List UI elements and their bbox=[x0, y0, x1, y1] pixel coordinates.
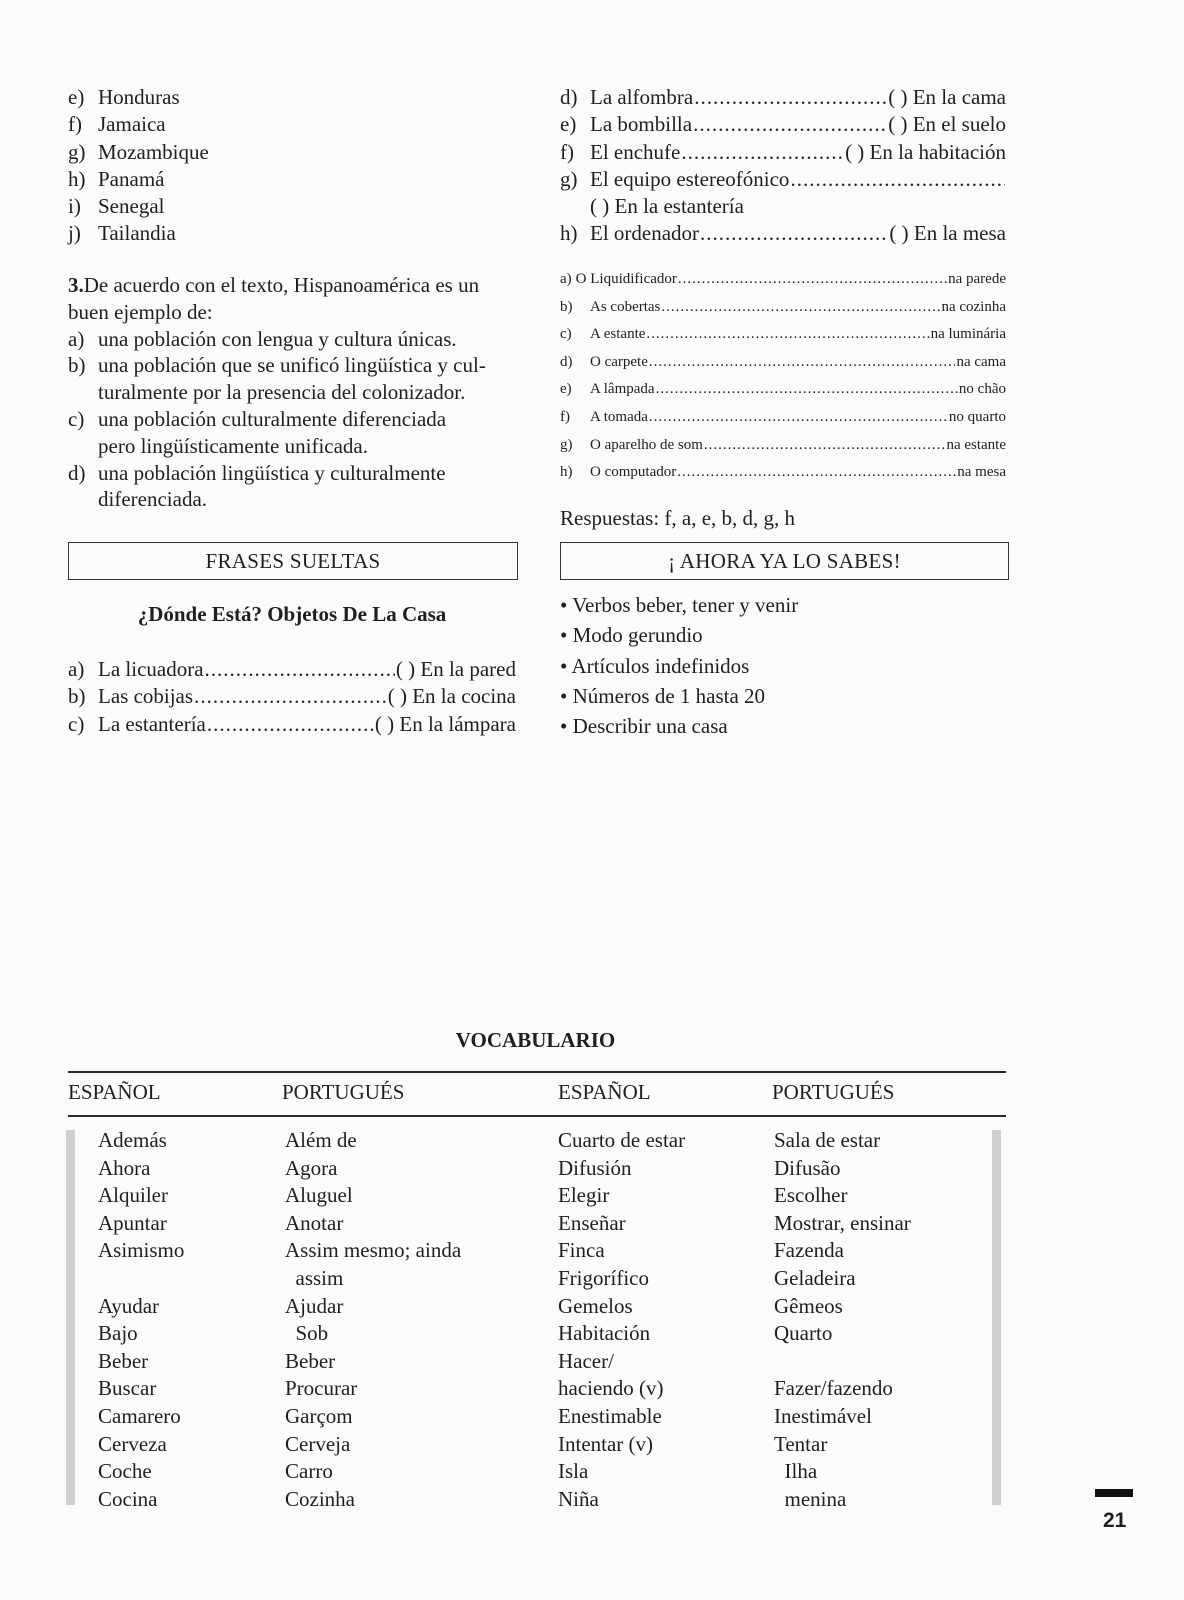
vocab-word: Difusão bbox=[774, 1155, 841, 1180]
objeto-item: La bombilla bbox=[590, 112, 693, 137]
vocab-word: Ayudar bbox=[98, 1293, 160, 1318]
dot-leader bbox=[681, 139, 844, 166]
vocab-header-3: ESPAÑOL bbox=[558, 1080, 651, 1104]
dot-leader bbox=[677, 459, 956, 487]
pt-label: d) bbox=[560, 353, 573, 370]
option-label: a) bbox=[68, 326, 85, 351]
dot-leader bbox=[207, 711, 374, 738]
objeto-item: La estantería bbox=[98, 711, 206, 736]
respuestas bbox=[560, 506, 795, 531]
pt-label: a) bbox=[560, 271, 572, 287]
vocab-word: Inestimável bbox=[774, 1403, 872, 1428]
vocab-title bbox=[68, 1028, 1003, 1053]
pt-place: no quarto bbox=[948, 408, 1006, 425]
vocab-word: Finca bbox=[558, 1238, 605, 1263]
question-3 bbox=[68, 272, 513, 513]
donde-esta-heading-text: ¿Dónde Está? Objetos De La Casa bbox=[137, 602, 447, 626]
country-name: Honduras bbox=[98, 85, 180, 109]
objeto-answer: ( ) En la mesa bbox=[889, 221, 1006, 246]
item-label: j) bbox=[68, 221, 81, 246]
ahora-item: • Describir una casa bbox=[560, 714, 728, 739]
vocab-word bbox=[98, 1265, 184, 1293]
donde-esta-heading bbox=[68, 602, 516, 627]
vocab-word: Procurar bbox=[285, 1376, 358, 1401]
ahora-item: • Verbos beber, tener y venir bbox=[560, 593, 799, 617]
vocab-word: assim bbox=[285, 1265, 344, 1290]
vocab-word: Cozinha bbox=[285, 1486, 355, 1511]
portuguese-list bbox=[560, 266, 1006, 487]
objeto-answer: ( ) En el suelo bbox=[888, 112, 1006, 137]
respuestas-text: Respuestas: f, a, e, b, d, g, h bbox=[560, 506, 796, 530]
vocab-word: Geladeira bbox=[774, 1265, 856, 1290]
objeto-label: h) bbox=[560, 221, 578, 246]
question-number: 3. bbox=[68, 273, 84, 297]
item-label: i) bbox=[68, 194, 81, 219]
vocab-word: Bajo bbox=[98, 1321, 138, 1346]
portuguese-row bbox=[560, 349, 1006, 377]
vocab-word: Fazer/fazendo bbox=[774, 1376, 893, 1401]
vocab-word: Niña bbox=[558, 1486, 599, 1511]
pt-label: b) bbox=[560, 298, 573, 315]
pt-place: na luminária bbox=[930, 326, 1006, 343]
option-item bbox=[68, 460, 513, 487]
vocab-word: Enseñar bbox=[558, 1210, 626, 1235]
question-stem: De acuerdo con el texto, Hispanoamérica es un bbox=[83, 273, 480, 297]
country-item bbox=[68, 166, 508, 193]
option-item bbox=[68, 352, 513, 379]
page-number-bar bbox=[1095, 1489, 1133, 1497]
objeto-row bbox=[560, 139, 1006, 166]
vocab-word: Tentar bbox=[774, 1431, 828, 1456]
pt-place: na cozinha bbox=[941, 298, 1006, 315]
pt-item: A estante bbox=[590, 326, 646, 343]
vocab-word: Ajudar bbox=[285, 1293, 344, 1318]
option-text: una población que se unificó lingüística y cul- bbox=[98, 353, 486, 378]
item-label: h) bbox=[68, 166, 86, 191]
dot-leader bbox=[646, 321, 929, 349]
option-text: una población lingüística y culturalmente bbox=[98, 460, 446, 485]
country-item bbox=[68, 220, 508, 247]
objeto-item: La alfombra bbox=[590, 85, 694, 109]
option-label: c) bbox=[68, 406, 85, 431]
dot-leader bbox=[194, 683, 387, 710]
pt-place: na mesa bbox=[957, 464, 1006, 481]
vocab-word: Cerveza bbox=[98, 1431, 167, 1456]
vocab-word: Habitación bbox=[558, 1321, 651, 1346]
vocab-word: Fazenda bbox=[774, 1238, 844, 1263]
vocab-word: Anotar bbox=[285, 1210, 344, 1235]
vocab-word: Sala de estar bbox=[774, 1128, 881, 1152]
pt-label: e) bbox=[560, 381, 572, 398]
vocab-word: Difusión bbox=[558, 1155, 632, 1180]
dot-leader bbox=[649, 349, 956, 377]
pt-place: no chão bbox=[958, 381, 1006, 398]
option-item bbox=[68, 326, 513, 353]
portuguese-row bbox=[560, 376, 1006, 404]
pt-label: h) bbox=[560, 464, 573, 481]
vocab-word: Cerveja bbox=[285, 1431, 351, 1456]
frases-sueltas-box bbox=[68, 542, 518, 580]
vocab-left-shade bbox=[66, 1130, 75, 1505]
dot-leader bbox=[205, 656, 395, 683]
pt-item: O Liquidificador bbox=[575, 271, 677, 287]
objeto-answer: ( ) En la lámpara bbox=[374, 711, 516, 736]
objeto-item: La licuadora bbox=[98, 657, 204, 681]
portuguese-row bbox=[560, 404, 1006, 432]
objeto-label: a) bbox=[68, 657, 85, 681]
pt-place: na estante bbox=[946, 436, 1006, 453]
vocab-word: Além de bbox=[285, 1128, 357, 1152]
vocab-word: Enestimable bbox=[558, 1403, 662, 1428]
vocab-word: Assim mesmo; ainda bbox=[285, 1238, 462, 1263]
dot-leader bbox=[656, 376, 958, 404]
option-label: d) bbox=[68, 460, 86, 485]
item-label: g) bbox=[68, 139, 86, 164]
pt-place: na parede bbox=[948, 271, 1006, 287]
vocab-word: Aluguel bbox=[285, 1183, 353, 1208]
objeto-answer: ( ) En la habitación bbox=[845, 139, 1006, 164]
ahora-item: • Artículos indefinidos bbox=[560, 653, 750, 678]
question-stem-2: buen ejemplo de: bbox=[68, 299, 213, 324]
objeto-label: d) bbox=[560, 85, 578, 109]
objeto-label: g) bbox=[560, 166, 578, 191]
vocab-word: Ilha bbox=[774, 1459, 818, 1484]
country-item bbox=[68, 111, 508, 138]
dot-leader bbox=[693, 111, 887, 138]
country-name: Panamá bbox=[98, 166, 165, 191]
dot-leader bbox=[700, 220, 888, 247]
objeto-item: El equipo estereofónico bbox=[590, 166, 790, 191]
item-label: e) bbox=[68, 85, 85, 109]
vocab-word: Isla bbox=[558, 1459, 589, 1484]
objeto-item: Las cobijas bbox=[98, 684, 194, 709]
objeto-label: c) bbox=[68, 711, 85, 736]
vocab-header-4: PORTUGUÉS bbox=[772, 1080, 895, 1104]
portuguese-row bbox=[560, 459, 1006, 487]
objeto-item: El enchufe bbox=[590, 139, 681, 164]
vocab-word bbox=[774, 1348, 911, 1376]
dot-leader bbox=[790, 166, 1005, 193]
portuguese-row bbox=[560, 432, 1006, 460]
objeto-row bbox=[560, 111, 1006, 138]
vocab-word: Ahora bbox=[98, 1155, 151, 1180]
vocab-word: Alquiler bbox=[98, 1183, 168, 1208]
vocab-word: Apuntar bbox=[98, 1210, 167, 1235]
objeto-row-h bbox=[560, 220, 1006, 247]
objeto-g-answer: ( ) En la estantería bbox=[590, 194, 744, 219]
option-text: una población culturalmente diferenciada bbox=[98, 406, 447, 431]
vocab-word: Coche bbox=[98, 1459, 152, 1484]
objeto-row bbox=[68, 683, 516, 710]
dot-leader bbox=[649, 404, 948, 432]
country-list bbox=[68, 84, 508, 248]
item-label: f) bbox=[68, 112, 82, 137]
vocab-col-portugues-2 bbox=[774, 1127, 911, 1513]
vocab-word: Asimismo bbox=[98, 1238, 185, 1263]
page-number: 21 bbox=[1103, 1509, 1127, 1532]
pt-label: g) bbox=[560, 436, 573, 453]
vocab-word: Mostrar, ensinar bbox=[774, 1210, 911, 1235]
vocab-col-portugues-1 bbox=[285, 1127, 461, 1513]
option-text-cont: turalmente por la presencia del colonizador. bbox=[98, 380, 466, 405]
pt-item: As cobertas bbox=[590, 298, 661, 315]
vocab-word: Garçom bbox=[285, 1403, 353, 1428]
vocab-word: Escolher bbox=[774, 1183, 848, 1208]
objetos-right-list bbox=[560, 84, 1006, 248]
country-name: Tailandia bbox=[98, 221, 176, 246]
option-item bbox=[68, 406, 513, 433]
vocab-word: Gêmeos bbox=[774, 1293, 843, 1318]
option-text-cont: diferenciada. bbox=[98, 487, 208, 512]
vocab-word: Agora bbox=[285, 1155, 338, 1180]
option-label: b) bbox=[68, 353, 86, 378]
objeto-item: El ordenador bbox=[590, 221, 700, 246]
vocab-word: Cuarto de estar bbox=[558, 1128, 686, 1152]
country-item bbox=[68, 84, 508, 111]
objetos-left-list bbox=[68, 656, 516, 738]
vocab-header-2: PORTUGUÉS bbox=[282, 1080, 405, 1104]
vocab-word: menina bbox=[774, 1486, 847, 1511]
vocab-header-rule bbox=[68, 1115, 1006, 1117]
vocab-word: Intentar (v) bbox=[558, 1431, 654, 1456]
vocab-col-espanol-2 bbox=[558, 1127, 685, 1513]
pt-place: na cama bbox=[956, 353, 1006, 370]
pt-item: O computador bbox=[590, 464, 677, 481]
country-name: Senegal bbox=[98, 194, 165, 219]
objeto-row-g bbox=[560, 166, 1006, 193]
vocab-word: Carro bbox=[285, 1459, 333, 1484]
frases-sueltas-title: FRASES SUELTAS bbox=[205, 549, 381, 573]
vocab-word: Frigorífico bbox=[558, 1265, 649, 1290]
vocab-word: Buscar bbox=[98, 1376, 157, 1401]
option-text: una población con lengua y cultura únicas. bbox=[98, 326, 457, 351]
option-text-cont: pero lingüísticamente unificada. bbox=[98, 433, 368, 458]
pt-item: A tomada bbox=[590, 408, 648, 425]
pt-item: A lâmpada bbox=[590, 381, 655, 398]
vocab-col-espanol-1 bbox=[98, 1127, 184, 1513]
objeto-label: b) bbox=[68, 684, 86, 709]
portuguese-row bbox=[560, 266, 1006, 294]
objeto-answer: ( ) En la cama bbox=[888, 85, 1006, 109]
country-name: Mozambique bbox=[98, 139, 209, 164]
vocab-word: Sob bbox=[285, 1321, 329, 1346]
ahora-box-title: ¡ AHORA YA LO SABES! bbox=[668, 549, 901, 573]
vocab-word: Además bbox=[98, 1128, 167, 1152]
objeto-row bbox=[68, 656, 516, 683]
vocab-word: Beber bbox=[98, 1348, 149, 1373]
vocab-word: Camarero bbox=[98, 1403, 181, 1428]
country-item bbox=[68, 193, 508, 220]
objeto-label: e) bbox=[560, 112, 577, 137]
pt-label: f) bbox=[560, 408, 570, 425]
dot-leader bbox=[694, 84, 887, 111]
vocab-word: Cocina bbox=[98, 1486, 158, 1511]
vocab-top-rule bbox=[68, 1071, 1006, 1073]
pt-item: O carpete bbox=[590, 353, 648, 370]
objeto-answer: ( ) En la pared bbox=[395, 657, 516, 681]
vocab-word: Gemelos bbox=[558, 1293, 633, 1318]
vocab-header-1: ESPAÑOL bbox=[68, 1080, 161, 1104]
vocab-word: Elegir bbox=[558, 1183, 610, 1208]
vocab-right-shade bbox=[992, 1130, 1001, 1505]
dot-leader bbox=[661, 294, 940, 322]
portuguese-row bbox=[560, 321, 1006, 349]
ahora-list bbox=[560, 590, 1000, 741]
vocab-word: Beber bbox=[285, 1348, 336, 1373]
country-item bbox=[68, 139, 508, 166]
ahora-item: • Números de 1 hasta 20 bbox=[560, 683, 766, 708]
vocab-word: haciendo (v) bbox=[558, 1376, 664, 1401]
objeto-row bbox=[560, 84, 1006, 111]
objeto-row bbox=[68, 711, 516, 738]
vocab-word: Quarto bbox=[774, 1321, 833, 1346]
portuguese-row bbox=[560, 294, 1006, 322]
pt-label: c) bbox=[560, 326, 572, 343]
vocab-title-text: VOCABULARIO bbox=[455, 1028, 616, 1052]
ahora-ya-lo-sabes-box bbox=[560, 542, 1009, 580]
vocab-word: Hacer/ bbox=[558, 1348, 614, 1373]
country-name: Jamaica bbox=[98, 112, 166, 137]
objeto-label: f) bbox=[560, 139, 574, 164]
objeto-answer: ( ) En la cocina bbox=[387, 684, 516, 709]
ahora-item: • Modo gerundio bbox=[560, 623, 703, 648]
dot-leader bbox=[678, 266, 947, 294]
pt-item: O aparelho de som bbox=[590, 436, 703, 453]
dot-leader bbox=[704, 432, 946, 460]
